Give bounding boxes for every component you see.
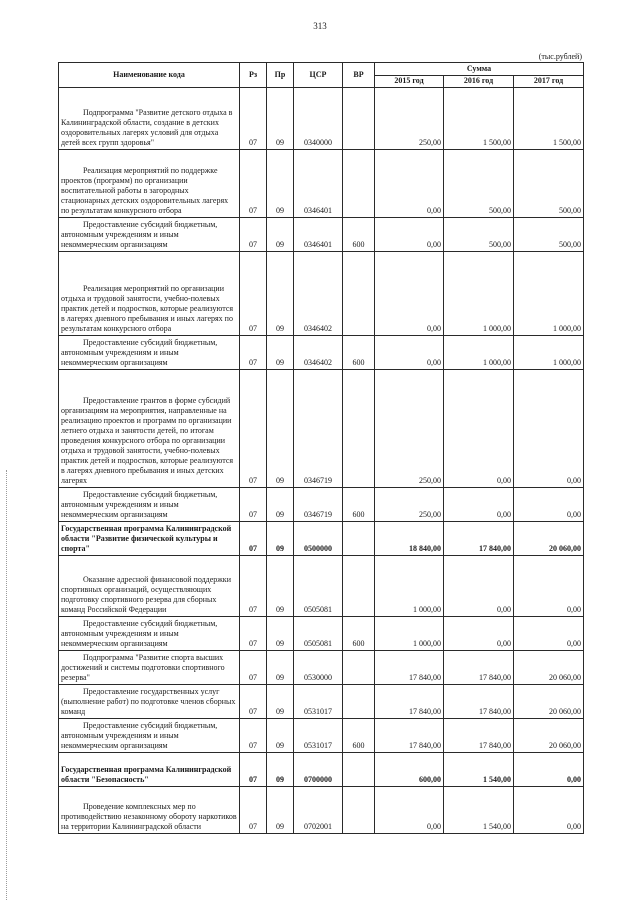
cell-vr <box>343 370 375 488</box>
cell-2015: 600,00 <box>375 753 444 787</box>
cell-2017: 0,00 <box>514 370 584 488</box>
cell-name <box>59 787 240 834</box>
cell-csr: 0346401 <box>294 218 343 252</box>
table-body <box>59 88 584 834</box>
row-label: Предоставление грантов в форме субсидий организациям на мероприятия, направленные на реализацию проектов и программ по организации летнего отдыха и занятости детей, по итогам проведения конкурсного отбора по организации отдыха и трудовой занятости, учебно-полевых практик детей и подростков, которые реализуются в лагерях дневного пребывания и иных детских лагерях <box>61 396 234 485</box>
cell-pr: 09 <box>267 617 294 651</box>
cell-name <box>59 719 240 753</box>
cell-2017: 0,00 <box>514 556 584 617</box>
cell-rz: 07 <box>240 651 267 685</box>
table-row <box>59 218 584 252</box>
cell-csr: 0531017 <box>294 685 343 719</box>
cell-csr: 0346719 <box>294 488 343 522</box>
cell-2017: 500,00 <box>514 218 584 252</box>
cell-pr: 09 <box>267 218 294 252</box>
cell-vr: 600 <box>343 218 375 252</box>
cell-pr: 09 <box>267 150 294 218</box>
cell-vr <box>343 88 375 150</box>
row-label: Предоставление субсидий бюджетным, автономным учреждениям и иным некоммерческим организациям <box>61 721 218 750</box>
cell-rz: 07 <box>240 617 267 651</box>
cell-2016: 17 840,00 <box>444 651 514 685</box>
page-number: 313 <box>313 21 327 31</box>
cell-csr: 0505081 <box>294 617 343 651</box>
cell-pr: 09 <box>267 488 294 522</box>
table-row <box>59 522 584 556</box>
cell-2016: 17 840,00 <box>444 685 514 719</box>
cell-pr: 09 <box>267 336 294 370</box>
cell-2017: 20 060,00 <box>514 685 584 719</box>
row-label: Подпрограмма "Развитие спорта высших достижений и системы подготовки спортивного резерва" <box>61 653 225 682</box>
cell-2017: 0,00 <box>514 753 584 787</box>
cell-pr: 09 <box>267 753 294 787</box>
row-label: Предоставление субсидий бюджетным, автономным учреждениям и иным некоммерческим организациям <box>61 619 218 648</box>
cell-name <box>59 336 240 370</box>
cell-rz: 07 <box>240 336 267 370</box>
header-pr: Пр <box>267 63 294 88</box>
cell-rz: 07 <box>240 556 267 617</box>
cell-pr: 09 <box>267 651 294 685</box>
table-row <box>59 488 584 522</box>
table-row <box>59 556 584 617</box>
scan-margin-marks <box>6 470 7 900</box>
cell-rz: 07 <box>240 218 267 252</box>
row-label: Подпрограмма "Развитие детского отдыха в Калининградской области, создание в детских оздоровительных лагерях условий для отдыха детей всех групп здоровья" <box>61 108 233 147</box>
cell-vr: 600 <box>343 488 375 522</box>
cell-csr: 0346402 <box>294 252 343 336</box>
cell-name <box>59 556 240 617</box>
cell-vr <box>343 556 375 617</box>
cell-2015: 0,00 <box>375 252 444 336</box>
cell-csr: 0530000 <box>294 651 343 685</box>
cell-rz: 07 <box>240 753 267 787</box>
header-name: Наименование кода <box>59 63 240 88</box>
cell-rz: 07 <box>240 370 267 488</box>
cell-vr: 600 <box>343 336 375 370</box>
cell-2017: 0,00 <box>514 488 584 522</box>
cell-csr: 0700000 <box>294 753 343 787</box>
header-vr: ВР <box>343 63 375 88</box>
cell-rz: 07 <box>240 787 267 834</box>
cell-csr: 0702001 <box>294 787 343 834</box>
cell-csr: 0340000 <box>294 88 343 150</box>
cell-2017: 20 060,00 <box>514 522 584 556</box>
cell-2015: 250,00 <box>375 88 444 150</box>
cell-2015: 1 000,00 <box>375 617 444 651</box>
cell-name <box>59 88 240 150</box>
cell-2016: 0,00 <box>444 617 514 651</box>
budget-table <box>58 62 584 834</box>
cell-2015: 0,00 <box>375 336 444 370</box>
cell-2016: 17 840,00 <box>444 719 514 753</box>
cell-name <box>59 617 240 651</box>
cell-2015: 0,00 <box>375 150 444 218</box>
cell-pr: 09 <box>267 370 294 488</box>
cell-2016: 1 500,00 <box>444 88 514 150</box>
cell-name <box>59 150 240 218</box>
cell-2017: 1 000,00 <box>514 336 584 370</box>
header-2017: 2017 год <box>514 76 584 88</box>
cell-2015: 250,00 <box>375 488 444 522</box>
cell-2017: 500,00 <box>514 150 584 218</box>
table-row <box>59 150 584 218</box>
row-label: Государственная программа Калининградской области "Безопасность" <box>61 765 232 784</box>
cell-rz: 07 <box>240 522 267 556</box>
cell-csr: 0346719 <box>294 370 343 488</box>
cell-name <box>59 522 240 556</box>
cell-2017: 1 500,00 <box>514 88 584 150</box>
cell-2016: 1 000,00 <box>444 252 514 336</box>
cell-pr: 09 <box>267 556 294 617</box>
cell-2017: 0,00 <box>514 617 584 651</box>
table-row <box>59 336 584 370</box>
row-label: Реализация мероприятий по организации отдыха и трудовой занятости, учебно-полевых практик детей и подростков, которые реализуются в лагерях дневного пребывания и иных лагерях по результатам конкурсного отбора <box>61 284 234 333</box>
cell-name <box>59 488 240 522</box>
header-row-top <box>59 63 584 76</box>
cell-csr: 0505081 <box>294 556 343 617</box>
header-rz: Рз <box>240 63 267 88</box>
cell-rz: 07 <box>240 88 267 150</box>
cell-2015: 250,00 <box>375 370 444 488</box>
cell-vr <box>343 685 375 719</box>
cell-name <box>59 252 240 336</box>
header-2015: 2015 год <box>375 76 444 88</box>
cell-vr <box>343 787 375 834</box>
table-row <box>59 617 584 651</box>
cell-2016: 500,00 <box>444 150 514 218</box>
cell-2015: 17 840,00 <box>375 719 444 753</box>
cell-vr: 600 <box>343 617 375 651</box>
header-csr: ЦСР <box>294 63 343 88</box>
row-label: Предоставление субсидий бюджетным, автономным учреждениям и иным некоммерческим организациям <box>61 338 218 367</box>
cell-2015: 17 840,00 <box>375 651 444 685</box>
cell-2015: 1 000,00 <box>375 556 444 617</box>
cell-vr <box>343 252 375 336</box>
cell-2015: 18 840,00 <box>375 522 444 556</box>
table-row <box>59 88 584 150</box>
cell-pr: 09 <box>267 88 294 150</box>
table-row <box>59 685 584 719</box>
row-label: Реализация мероприятий по поддержке проектов (программ) по организации воспитательной работы в загородных стационарных детских оздоровительных лагерях по результатам конкурсного отбора <box>61 166 229 215</box>
cell-rz: 07 <box>240 252 267 336</box>
cell-rz: 07 <box>240 685 267 719</box>
cell-csr: 0500000 <box>294 522 343 556</box>
cell-2015: 17 840,00 <box>375 685 444 719</box>
units-label: (тыс.рублей) <box>538 52 582 61</box>
cell-vr <box>343 651 375 685</box>
cell-rz: 07 <box>240 719 267 753</box>
row-label: Государственная программа Калининградской области "Развитие физической культуры и спорта" <box>61 524 232 553</box>
cell-pr: 09 <box>267 252 294 336</box>
header-sum: Сумма <box>375 63 584 76</box>
cell-pr: 09 <box>267 522 294 556</box>
row-label: Предоставление государственных услуг (выполнение работ) по подготовке членов сборных команд <box>61 687 236 716</box>
row-label: Оказание адресной финансовой поддержки спортивных организаций, осуществляющих подготовку спортивного резерва для сборных команд Российской Федерации <box>61 575 231 614</box>
cell-2016: 500,00 <box>444 218 514 252</box>
cell-rz: 07 <box>240 488 267 522</box>
cell-vr <box>343 150 375 218</box>
cell-name <box>59 753 240 787</box>
cell-2016: 0,00 <box>444 556 514 617</box>
cell-vr <box>343 753 375 787</box>
cell-2016: 1 000,00 <box>444 336 514 370</box>
cell-2016: 1 540,00 <box>444 753 514 787</box>
cell-pr: 09 <box>267 787 294 834</box>
cell-2017: 20 060,00 <box>514 719 584 753</box>
cell-csr: 0346402 <box>294 336 343 370</box>
table-row <box>59 252 584 336</box>
table-row <box>59 787 584 834</box>
table-row <box>59 651 584 685</box>
cell-name <box>59 218 240 252</box>
cell-rz: 07 <box>240 150 267 218</box>
cell-2015: 0,00 <box>375 218 444 252</box>
table-row <box>59 753 584 787</box>
cell-csr: 0346401 <box>294 150 343 218</box>
cell-name <box>59 370 240 488</box>
row-label: Предоставление субсидий бюджетным, автономным учреждениям и иным некоммерческим организациям <box>61 490 218 519</box>
cell-2017: 20 060,00 <box>514 651 584 685</box>
cell-vr <box>343 522 375 556</box>
cell-name <box>59 685 240 719</box>
cell-2017: 1 000,00 <box>514 252 584 336</box>
cell-2016: 1 540,00 <box>444 787 514 834</box>
cell-name <box>59 651 240 685</box>
cell-pr: 09 <box>267 719 294 753</box>
cell-csr: 0531017 <box>294 719 343 753</box>
cell-pr: 09 <box>267 685 294 719</box>
header-2016: 2016 год <box>444 76 514 88</box>
row-label: Проведение комплексных мер по противодействию незаконному обороту наркотиков на территории Калининградской области <box>61 802 237 831</box>
cell-vr: 600 <box>343 719 375 753</box>
cell-2017: 0,00 <box>514 787 584 834</box>
row-label: Предоставление субсидий бюджетным, автономным учреждениям и иным некоммерческим организациям <box>61 220 218 249</box>
table-row <box>59 719 584 753</box>
cell-2016: 17 840,00 <box>444 522 514 556</box>
cell-2016: 0,00 <box>444 488 514 522</box>
table-row <box>59 370 584 488</box>
cell-2015: 0,00 <box>375 787 444 834</box>
cell-2016: 0,00 <box>444 370 514 488</box>
